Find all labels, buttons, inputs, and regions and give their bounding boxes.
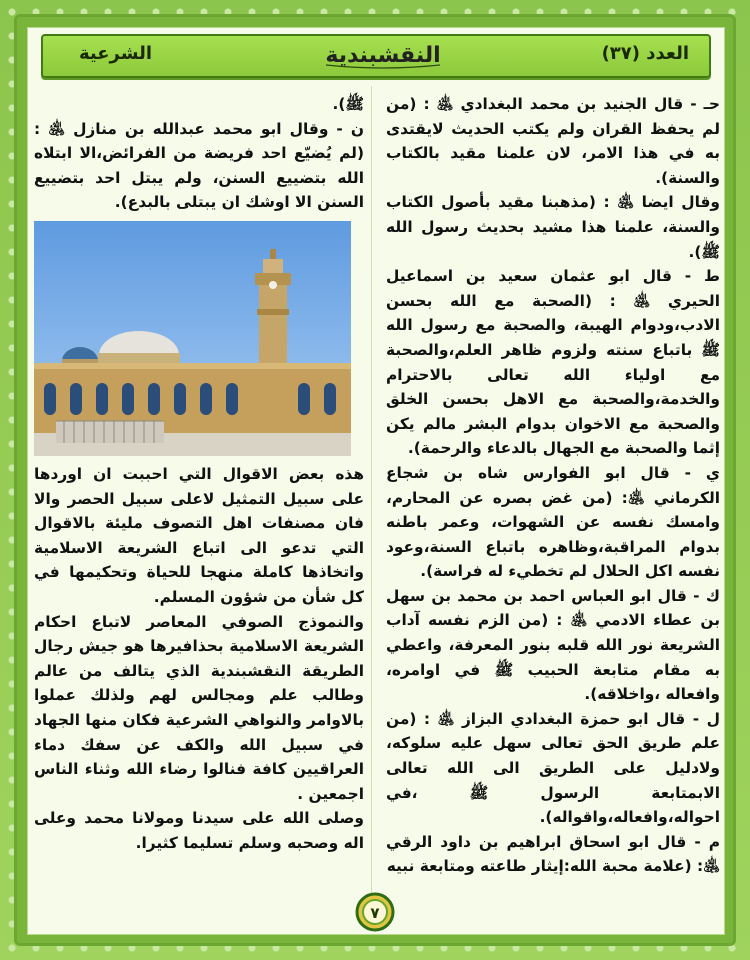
paragraph: وقال ايضا ﵁ : (مذهبنا مقيد بأصول الكتاب والسنة، علمنا هذا مشيد بحديث رسول الله ﷺ). xyxy=(386,193,720,261)
column-divider xyxy=(371,86,372,906)
section-title: الشرعية xyxy=(79,43,153,64)
paragraph: ك - قال ابو العباس احمد بن محمد بن سهل بن عطاء الادمي ﵁ : (من الزم نفسه آداب الشريعة نور الله قلبه بنور المعرفة، واعطي به مقام متابعة الحبيب ﷺ في اوامره، وافعاله ،واخلاقه). xyxy=(386,586,720,704)
paragraph: حـ - قال الجنيد بن محمد البغدادي ﵁ : (من لم يحفظ القران ولم يكتب الحديث لايقتدى به في هذا الامر، لان علمنا مقيد بالكتاب والسنة). xyxy=(386,95,720,187)
page-number-badge xyxy=(355,892,395,932)
page-number: ٧ xyxy=(370,904,380,922)
right-column xyxy=(386,92,720,879)
paragraph: ي - قال ابو الفوارس شاه بن شجاع الكرماني ﵁: (من غض بصره عن المحارم، وامسك نفسه عن الشهوات، وعمر باطنه بدوام المراقبة،وظاهره باتباع السنة،وعود نفسه اكل الحلال لم تخطيء له فراسة). xyxy=(386,463,720,581)
svg-text:النقشبندية: النقشبندية xyxy=(325,43,441,68)
magazine-logo xyxy=(316,37,450,69)
paragraph: والنموذج الصوفي المعاصر لاتباع احكام الشريعة الاسلامية بحذافيرها هو جيش رجال الطريقة النقشبندية الذي يتالف من عالم وطالب علم ومجالس لهم ولذلك عملوا بالاوامر والنواهي الشرعية فكان منها الجهاد في سبيل الله والكف عن سفك دماء العراقيين كافة فنالوا رضاء الله وثناء الناس اجمعين . xyxy=(34,612,364,803)
paragraph: هذه بعض الاقوال التي احببت ان اوردها على سبيل التمثيل لاعلى سبيل الحصر والا فان مصنفات اهل التصوف مليئة بالاقوال التي تدعو الى اتباع الشريعة الاسلامية واتخاذها كاملة منهجا للحياة وتحكيمها في كل شأن من شؤون المسلم. xyxy=(34,464,364,606)
mosque-photo xyxy=(34,221,351,456)
paragraph: ل - قال ابو حمزة البغدادي البزاز ﵁ : (من علم طريق الحق تعالى سهل عليه سلوكه، ولادليل على الطريق الى الله تعالى الابمتابعة الرسول ﷺ ،في احواله،وافعاله،واقواله). xyxy=(386,709,720,827)
left-column xyxy=(34,92,364,855)
paragraph: ﷺ). xyxy=(332,95,364,113)
header-bar xyxy=(41,34,711,78)
paragraph: م - قال ابو اسحاق ابراهيم بن داود الرقي ﵁: (علامة محبة الله:إيثار طاعته ومتابعة نبيه xyxy=(386,832,720,876)
issue-number: العدد (٣٧) xyxy=(601,43,689,64)
paragraph: وصلى الله على سيدنا ومولانا محمد وعلى اله وصحبه وسلم تسليما كثيرا. xyxy=(34,809,364,852)
paragraph: ط - قال ابو عثمان سعيد بن اسماعيل الحيري ﵁ : (الصحبة مع الله بحسن الادب،ودوام الهيبة، والصحبة مع رسول الله ﷺ باتباع سنته ولزوم ظاهر العلم،والصحبة مع اولياء الله تعالى بالاحترام والخدمة،والصحبة مع الاهل بحسن الخلق والصحبة مع الاخوان بدوام البشر مالم يكن إثما والصحبة مع الجهال بالدعاء والرحمة). xyxy=(386,267,720,458)
paragraph: ن - وقال ابو محمد عبدالله بن منازل ﵁ : (لم يُضيّع احد فريضة من الفرائض،الا ابتلاه الله بتضييع السنن، ولم يبتل احد بتضييع السنن الا اوشك ان يبتلى بالبدع). xyxy=(34,119,364,212)
